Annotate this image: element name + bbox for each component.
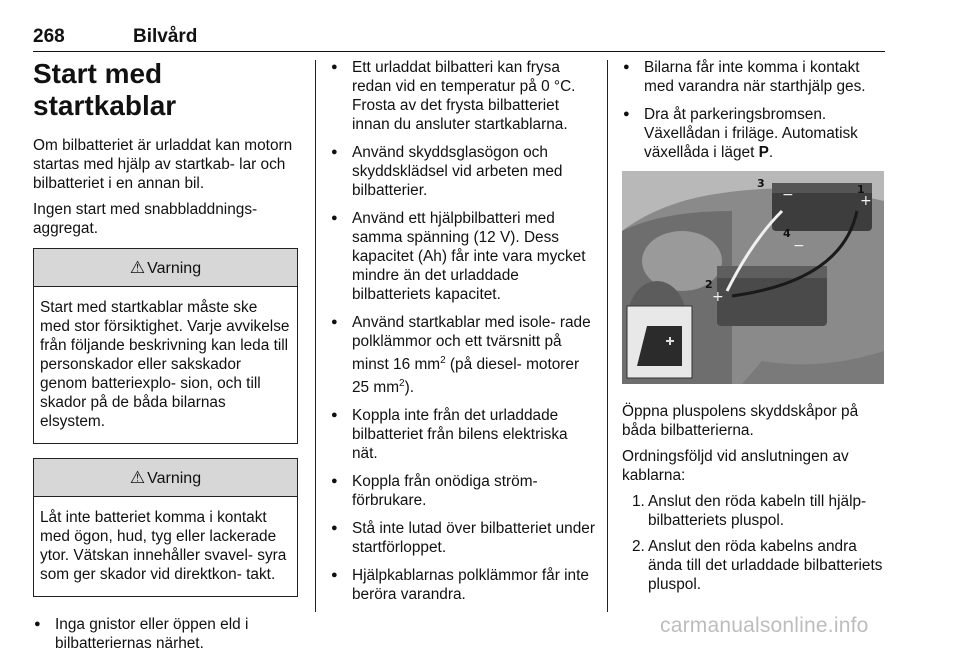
- bullet-list: [330, 58, 596, 604]
- list-item: ● Koppla inte från det urladdade bilbatteriet från bilens elektriska nät.: [330, 406, 596, 463]
- section-title: Bilvård: [133, 26, 198, 47]
- column-divider: [315, 60, 316, 612]
- warning-box: [33, 248, 298, 444]
- warning-title: Varning: [147, 260, 202, 277]
- list-item: [632, 492, 884, 530]
- figure-label: 3: [757, 177, 765, 190]
- bullet-list: [33, 615, 298, 653]
- step-text: Anslut den röda kabeln till hjälp- bilbatteriets pluspol.: [648, 493, 867, 529]
- item-text: (på diesel- motorer 25 mm: [352, 356, 580, 397]
- item-text: Använd startkablar med isole- rade polklämmor och ett tvärsnitt på minst 16 mm: [352, 314, 591, 374]
- svg-text:+: +: [860, 193, 872, 209]
- page-header: [33, 26, 885, 52]
- figure-label: 4: [783, 227, 791, 240]
- item-text: .: [768, 144, 774, 161]
- step-number: 2.: [632, 538, 645, 555]
- warning-text: Låt inte batteriet komma i kontakt med ögon, hud, tyg eller lackerade ytor. Vätskan innehåller svavel- syra som ger skador vid direktkon- takt.: [40, 509, 287, 583]
- superscript: 2: [440, 355, 446, 366]
- svg-text:+: +: [712, 289, 724, 305]
- list-item: [622, 105, 884, 162]
- intro-paragraph: Ingen start med snabbladdnings- aggregat.: [33, 201, 258, 237]
- page-title: Start med startkablar: [33, 58, 177, 121]
- paragraph: Ordningsföljd vid anslutningen av kablarna:: [622, 448, 849, 484]
- list-item: ● Inga gnistor eller öppen eld i bilbatteriernas närhet.: [33, 615, 298, 653]
- warning-text: Start med startkablar måste ske med stor försiktighet. Varje avvikelse från följande beskrivning kan leda till personskador eller sakskador genom batteriexplo- sion, och till skador på de båda bilarnas elsystem.: [40, 299, 290, 430]
- step-number: 1.: [632, 493, 645, 510]
- page-number: 268: [33, 26, 65, 47]
- list-item: ● Ett urladdat bilbatteri kan frysa redan vid en temperatur på 0 °C. Frosta av det frysta bilbatteriet innan du ansluter startkablarna.: [330, 58, 596, 134]
- paragraph: Öppna pluspolens skyddskåpor på båda bilbatterierna.: [622, 403, 859, 439]
- step-text: Anslut den röda kabelns andra ända till det urladdade bilbatteriets pluspol.: [648, 538, 883, 593]
- gear-letter: P: [758, 144, 769, 161]
- warning-icon: ⚠: [129, 468, 146, 487]
- warning-header: [34, 249, 297, 287]
- svg-text:−: −: [782, 187, 794, 203]
- column-2: [330, 58, 596, 613]
- list-item: ● Använd ett hjälpbilbatteri med samma spänning (12 V). Dess kapacitet (Ah) får inte vara mycket mindre än det urladdade bilbatteriets kapacitet.: [330, 209, 596, 304]
- figure-label: 2: [705, 278, 713, 291]
- intro-paragraph: Om bilbatteriet är urladdat kan motorn startas med hjälp av startkab- lar och bilbatteriet i en annan bil.: [33, 137, 293, 192]
- list-item: [330, 313, 596, 397]
- item-text: Dra åt parkeringsbromsen. Växellådan i friläge. Automatisk växellåda i läget: [644, 106, 858, 161]
- warning-box: [33, 458, 298, 597]
- list-item: ● Koppla från onödiga ström- förbrukare.: [330, 472, 596, 510]
- column-1: [33, 58, 298, 662]
- list-item: ● Bilarna får inte komma i kontakt med varandra när starthjälp ges.: [622, 58, 884, 96]
- warning-title: Varning: [147, 470, 202, 487]
- engine-bay-illustration: [622, 171, 884, 384]
- warning-header: [34, 459, 297, 497]
- warning-icon: ⚠: [129, 258, 146, 277]
- numbered-list: [622, 492, 884, 594]
- figure-label: 1: [857, 183, 865, 196]
- watermark: carmanualsonline.info: [660, 614, 869, 637]
- list-item: [632, 537, 884, 594]
- bullet-list: [622, 58, 884, 162]
- list-item: ● Använd skyddsglasögon och skyddsklädsel vid arbeten med bilbatterier.: [330, 143, 596, 200]
- list-item: ● Hjälpkablarnas polklämmor får inte beröra varandra.: [330, 566, 596, 604]
- item-text: ).: [404, 379, 415, 397]
- column-divider: [607, 60, 608, 612]
- svg-text:−: −: [793, 238, 805, 254]
- column-3: [622, 58, 884, 601]
- superscript: 2: [399, 378, 405, 390]
- list-item: ● Stå inte lutad över bilbatteriet under startförloppet.: [330, 519, 596, 557]
